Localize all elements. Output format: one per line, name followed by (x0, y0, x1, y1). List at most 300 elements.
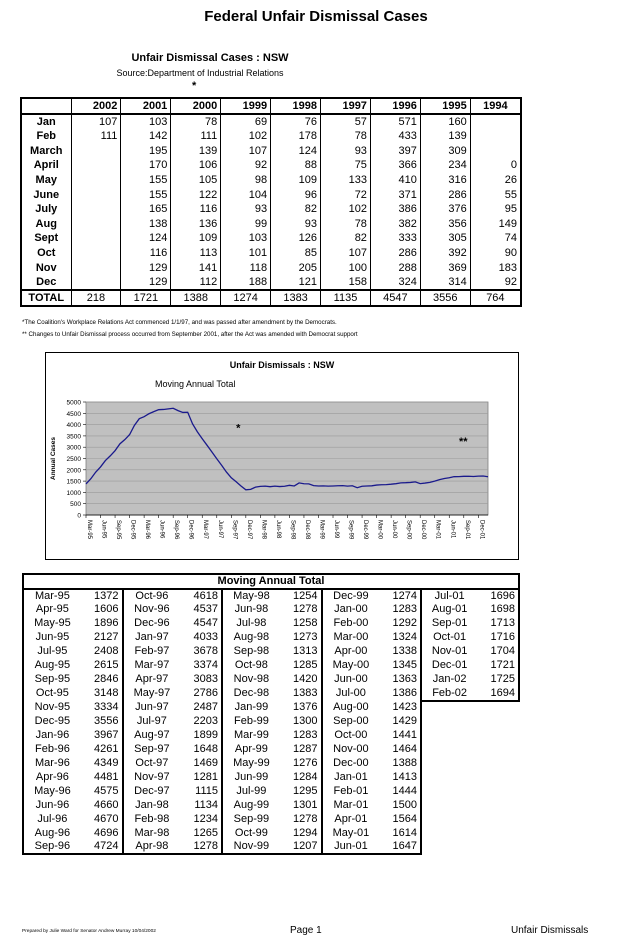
mat-empty (421, 729, 477, 743)
mat-month: Mar-96 (23, 756, 81, 770)
mat-month: Dec-98 (222, 687, 280, 701)
y-axis-label: Annual Cases (50, 437, 57, 480)
footer-page-number: Page 1 (290, 925, 322, 936)
mat-value: 4696 (81, 826, 123, 840)
table-cell: 112 (171, 275, 221, 290)
mat-empty (421, 840, 477, 854)
table-row (21, 260, 521, 275)
mat-empty (421, 770, 477, 784)
y-tick-label: 2500 (66, 456, 81, 463)
mat-empty (477, 742, 519, 756)
mat-row (23, 826, 519, 840)
mat-value: 1423 (379, 701, 421, 715)
mat-month: Dec-97 (123, 784, 181, 798)
mat-empty (477, 840, 519, 854)
table-cell: 98 (221, 173, 271, 188)
mat-month: Sep-01 (421, 617, 477, 631)
mat-value: 1716 (477, 631, 519, 645)
total-cell: 218 (71, 290, 121, 306)
mat-month: Mar-97 (123, 659, 181, 673)
mat-value: 1725 (477, 673, 519, 687)
month-label: Feb (21, 129, 71, 144)
table-cell: 386 (370, 202, 420, 217)
mat-table-title: Moving Annual Total (23, 574, 519, 589)
x-tick-label: Dec-99 (362, 520, 369, 540)
total-cell: 764 (470, 290, 521, 306)
mat-month: Apr-00 (322, 645, 380, 659)
table-cell: 93 (321, 144, 371, 159)
mat-row (23, 659, 519, 673)
mat-value: 2846 (81, 673, 123, 687)
chart-annotation-act: * (236, 422, 241, 435)
mat-month: Dec-95 (23, 715, 81, 729)
table-cell: 305 (420, 231, 470, 246)
mat-empty (477, 784, 519, 798)
table-cell: 90 (470, 246, 521, 261)
mat-empty (477, 770, 519, 784)
month-label: Sept (21, 231, 71, 246)
month-label: Dec (21, 275, 71, 290)
chart-subtitle: Moving Annual Total (155, 379, 236, 389)
table-row (21, 173, 521, 188)
mat-month: Nov-99 (222, 840, 280, 854)
mat-value: 2408 (81, 645, 123, 659)
mat-value: 1278 (180, 840, 222, 854)
mat-value: 1276 (280, 756, 322, 770)
mat-row (23, 589, 519, 603)
table-cell: 102 (321, 202, 371, 217)
table-cell (71, 260, 121, 275)
x-tick-label: Sep-97 (231, 520, 238, 540)
mat-value: 2127 (81, 631, 123, 645)
moving-annual-total-chart (45, 352, 519, 560)
table-cell: 92 (470, 275, 521, 290)
mat-row (23, 784, 519, 798)
mat-value: 1313 (280, 645, 322, 659)
table-row (21, 187, 521, 202)
table-cell: 371 (370, 187, 420, 202)
table-cell: 109 (171, 231, 221, 246)
mat-value: 1648 (180, 742, 222, 756)
mat-month: Sep-99 (222, 812, 280, 826)
mat-empty (477, 826, 519, 840)
mat-month: Oct-01 (421, 631, 477, 645)
table-cell: 78 (171, 114, 221, 129)
table-cell: 0 (470, 158, 521, 173)
mat-empty (477, 798, 519, 812)
mat-month: Sep-95 (23, 673, 81, 687)
table-row (21, 144, 521, 159)
mat-value: 4547 (180, 617, 222, 631)
table-cell: 105 (171, 173, 221, 188)
mat-month: Jan-99 (222, 701, 280, 715)
table-row (21, 114, 521, 129)
cases-table-source: Source:Department of Industrial Relations (116, 68, 284, 78)
mat-month: Aug-98 (222, 631, 280, 645)
mat-value: 1295 (280, 784, 322, 798)
mat-empty (421, 798, 477, 812)
table-cell (470, 129, 521, 144)
table-cell: 100 (321, 260, 371, 275)
mat-row (23, 701, 519, 715)
mat-row (23, 715, 519, 729)
table-cell: 99 (221, 217, 271, 232)
table-cell: 74 (470, 231, 521, 246)
table-cell (470, 114, 521, 129)
cases-header-corner (21, 98, 71, 114)
mat-value: 1283 (280, 729, 322, 743)
table-cell: 102 (221, 129, 271, 144)
table-cell (71, 246, 121, 261)
mat-month: Aug-99 (222, 798, 280, 812)
x-tick-label: Jun-00 (391, 520, 398, 539)
mat-month: Nov-97 (123, 770, 181, 784)
table-cell: 205 (271, 260, 321, 275)
mat-value: 3556 (81, 715, 123, 729)
mat-value: 2203 (180, 715, 222, 729)
mat-value: 1287 (280, 742, 322, 756)
table-cell: 366 (370, 158, 420, 173)
cases-table-marker: * (192, 80, 197, 92)
mat-value: 1713 (477, 617, 519, 631)
mat-month: May-00 (322, 659, 380, 673)
mat-month: Oct-99 (222, 826, 280, 840)
cases-table (20, 97, 522, 307)
mat-value: 4033 (180, 631, 222, 645)
mat-value: 1278 (280, 603, 322, 617)
mat-value: 4349 (81, 756, 123, 770)
table-cell (470, 144, 521, 159)
mat-value: 1283 (379, 603, 421, 617)
table-cell: 178 (271, 129, 321, 144)
mat-row (23, 729, 519, 743)
mat-value: 1207 (280, 840, 322, 854)
year-header: 1996 (370, 98, 420, 114)
table-cell: 160 (420, 114, 470, 129)
mat-month: Dec-96 (123, 617, 181, 631)
x-tick-label: Mar-98 (260, 520, 267, 540)
table-cell: 93 (221, 202, 271, 217)
mat-value: 1606 (81, 603, 123, 617)
mat-value: 4660 (81, 798, 123, 812)
footnote-coalition: *The Coalition's Workplace Relations Act commenced 1/1/97, and was passed after amendment by the Democrats. (22, 319, 337, 326)
mat-value: 1500 (379, 798, 421, 812)
table-row (21, 217, 521, 232)
x-tick-label: Jun-98 (274, 520, 281, 539)
y-tick-label: 1500 (66, 478, 81, 486)
table-cell: 57 (321, 114, 371, 129)
mat-month: Aug-97 (123, 729, 181, 743)
table-cell: 78 (321, 217, 371, 232)
x-tick-label: Mar-95 (86, 520, 92, 540)
mat-month: Dec-01 (421, 659, 477, 673)
table-cell: 109 (271, 173, 321, 188)
cases-table-header-row (21, 98, 521, 114)
mat-row (23, 840, 519, 854)
total-cell: 1383 (271, 290, 321, 306)
table-cell: 103 (221, 231, 271, 246)
table-cell (71, 275, 121, 290)
mat-empty (477, 701, 519, 715)
mat-value: 1281 (180, 770, 222, 784)
mat-value: 4481 (81, 770, 123, 784)
mat-value: 1429 (379, 715, 421, 729)
table-cell: 410 (370, 173, 420, 188)
table-row (21, 246, 521, 261)
mat-month: Jun-01 (322, 840, 380, 854)
x-tick-label: Sep-01 (463, 520, 470, 540)
table-cell: 155 (121, 173, 171, 188)
mat-month: Mar-00 (322, 631, 380, 645)
table-cell: 314 (420, 275, 470, 290)
mat-empty (421, 784, 477, 798)
table-cell: 107 (71, 114, 121, 129)
mat-row (23, 798, 519, 812)
table-cell: 316 (420, 173, 470, 188)
mat-value: 1285 (280, 659, 322, 673)
mat-row (23, 617, 519, 631)
x-tick-label: Jun-95 (100, 520, 107, 539)
mat-value: 4537 (180, 603, 222, 617)
table-row (21, 202, 521, 217)
table-cell: 286 (370, 246, 420, 261)
mat-month: Jun-95 (23, 631, 81, 645)
mat-month: Jul-00 (322, 687, 380, 701)
y-tick-label: 3500 (66, 433, 81, 441)
month-label: May (21, 173, 71, 188)
mat-value: 1899 (180, 729, 222, 743)
mat-month: Feb-96 (23, 742, 81, 756)
mat-month: Apr-98 (123, 840, 181, 854)
table-cell: 165 (121, 202, 171, 217)
year-header: 2000 (171, 98, 221, 114)
mat-row (23, 645, 519, 659)
mat-value: 1345 (379, 659, 421, 673)
mat-month: Sep-97 (123, 742, 181, 756)
table-cell: 75 (321, 158, 371, 173)
x-tick-label: Sep-96 (173, 520, 180, 540)
mat-value: 1134 (180, 798, 222, 812)
moving-annual-total-table (22, 573, 520, 855)
mat-month: Apr-95 (23, 603, 81, 617)
mat-value: 3967 (81, 729, 123, 743)
mat-month: Oct-97 (123, 756, 181, 770)
total-cell: 1135 (321, 290, 371, 306)
x-tick-label: Mar-00 (376, 520, 383, 540)
x-tick-label: Mar-96 (144, 520, 151, 540)
table-row (21, 231, 521, 246)
mat-value: 1441 (379, 729, 421, 743)
mat-value: 2786 (180, 687, 222, 701)
table-cell: 118 (221, 260, 271, 275)
table-cell: 107 (221, 144, 271, 159)
table-cell: 129 (121, 260, 171, 275)
mat-value: 2615 (81, 659, 123, 673)
table-cell: 113 (171, 246, 221, 261)
year-header: 2002 (71, 98, 121, 114)
table-cell: 124 (271, 144, 321, 159)
mat-month: Apr-96 (23, 770, 81, 784)
mat-row (23, 812, 519, 826)
table-cell: 92 (221, 158, 271, 173)
mat-month: Jul-96 (23, 812, 81, 826)
mat-month: Jan-00 (322, 603, 380, 617)
table-cell: 433 (370, 129, 420, 144)
mat-month: Jul-01 (421, 589, 477, 603)
mat-value: 1614 (379, 826, 421, 840)
x-tick-label: Dec-01 (478, 520, 485, 540)
table-cell: 571 (370, 114, 420, 129)
month-label: July (21, 202, 71, 217)
mat-month: Jan-96 (23, 729, 81, 743)
table-cell: 392 (420, 246, 470, 261)
footer-preparer: Prepared by Julie Ward for Senator Andrew Murray 10/04/2002 (22, 929, 156, 934)
mat-month: Sep-98 (222, 645, 280, 659)
total-cell: 1388 (171, 290, 221, 306)
x-tick-label: Sep-98 (289, 520, 296, 540)
year-header: 1994 (470, 98, 521, 114)
year-header: 2001 (121, 98, 171, 114)
mat-month: Dec-00 (322, 756, 380, 770)
mat-value: 1324 (379, 631, 421, 645)
footnote-changes: ** Changes to Unfair Dismissal process occurred from September 2001, after the Act was amended with Democrat support (22, 331, 358, 338)
x-tick-label: Mar-01 (434, 520, 441, 540)
table-cell: 107 (321, 246, 371, 261)
mat-value: 4670 (81, 812, 123, 826)
y-tick-label: 3000 (66, 444, 81, 452)
mat-empty (477, 756, 519, 770)
table-cell (71, 158, 121, 173)
mat-month: Nov-98 (222, 673, 280, 687)
mat-value: 1278 (280, 812, 322, 826)
table-cell: 106 (171, 158, 221, 173)
mat-value: 1647 (379, 840, 421, 854)
month-label: April (21, 158, 71, 173)
table-cell: 116 (121, 246, 171, 261)
mat-table-header-row (23, 574, 519, 589)
mat-empty (477, 715, 519, 729)
mat-value: 1721 (477, 659, 519, 673)
year-header: 1999 (221, 98, 271, 114)
x-tick-label: Mar-99 (318, 520, 325, 540)
table-cell: 397 (370, 144, 420, 159)
y-tick-label: 0 (77, 512, 81, 520)
x-tick-label: Jun-97 (216, 520, 223, 539)
table-cell: 188 (221, 275, 271, 290)
mat-month: May-99 (222, 756, 280, 770)
mat-month: Jan-01 (322, 770, 380, 784)
table-cell: 88 (271, 158, 321, 173)
y-tick-label: 4500 (66, 410, 81, 418)
mat-month: Jun-97 (123, 701, 181, 715)
total-cell: 4547 (370, 290, 420, 306)
table-cell: 26 (470, 173, 521, 188)
mat-month: Mar-98 (123, 826, 181, 840)
table-cell: 111 (171, 129, 221, 144)
mat-value: 1413 (379, 770, 421, 784)
table-cell: 139 (171, 144, 221, 159)
mat-empty (421, 812, 477, 826)
total-row (21, 290, 521, 306)
table-cell: 69 (221, 114, 271, 129)
table-cell: 78 (321, 129, 371, 144)
x-tick-label: Mar-97 (202, 520, 209, 540)
mat-month: Jun-99 (222, 770, 280, 784)
mat-month: Jan-02 (421, 673, 477, 687)
table-cell: 126 (271, 231, 321, 246)
x-tick-label: Dec-96 (187, 520, 194, 540)
x-tick-label: Dec-00 (420, 520, 427, 540)
mat-month: May-01 (322, 826, 380, 840)
table-cell: 104 (221, 187, 271, 202)
y-tick-label: 4000 (66, 422, 81, 430)
table-cell: 333 (370, 231, 420, 246)
mat-value: 1564 (379, 812, 421, 826)
table-cell: 93 (271, 217, 321, 232)
year-header: 1995 (420, 98, 470, 114)
table-cell: 376 (420, 202, 470, 217)
mat-value: 1896 (81, 617, 123, 631)
mat-row (23, 687, 519, 701)
table-cell: 141 (171, 260, 221, 275)
mat-month: Oct-98 (222, 659, 280, 673)
mat-month: Feb-98 (123, 812, 181, 826)
month-label: Oct (21, 246, 71, 261)
mat-value: 3334 (81, 701, 123, 715)
mat-month: Mar-99 (222, 729, 280, 743)
mat-empty (477, 812, 519, 826)
mat-month: Apr-97 (123, 673, 181, 687)
mat-empty (421, 701, 477, 715)
mat-value: 1294 (280, 826, 322, 840)
mat-row (23, 770, 519, 784)
table-cell: 324 (370, 275, 420, 290)
mat-value: 1292 (379, 617, 421, 631)
mat-month: Feb-97 (123, 645, 181, 659)
table-cell: 111 (71, 129, 121, 144)
table-cell: 382 (370, 217, 420, 232)
mat-month: Feb-01 (322, 784, 380, 798)
month-label: March (21, 144, 71, 159)
table-cell (71, 202, 121, 217)
mat-month: Nov-95 (23, 701, 81, 715)
x-tick-label: Sep-99 (347, 520, 354, 540)
mat-value: 1363 (379, 673, 421, 687)
mat-month: Sep-96 (23, 840, 81, 854)
chart-annotation-changes: ** (458, 435, 468, 448)
table-cell (71, 173, 121, 188)
table-cell: 116 (171, 202, 221, 217)
x-tick-label: Dec-97 (245, 520, 252, 540)
mat-month: Dec-99 (322, 589, 380, 603)
mat-value: 1234 (180, 812, 222, 826)
table-cell: 158 (321, 275, 371, 290)
total-cell: 3556 (420, 290, 470, 306)
table-cell (71, 187, 121, 202)
table-cell: 356 (420, 217, 470, 232)
table-cell: 139 (420, 129, 470, 144)
table-cell: 121 (271, 275, 321, 290)
month-label: Jan (21, 114, 71, 129)
table-cell: 286 (420, 187, 470, 202)
mat-value: 1115 (180, 784, 222, 798)
mat-value: 3678 (180, 645, 222, 659)
table-cell: 369 (420, 260, 470, 275)
mat-value: 3083 (180, 673, 222, 687)
footer-document-name: Unfair Dismissals (511, 925, 589, 936)
mat-month: Apr-99 (222, 742, 280, 756)
month-label: Nov (21, 260, 71, 275)
